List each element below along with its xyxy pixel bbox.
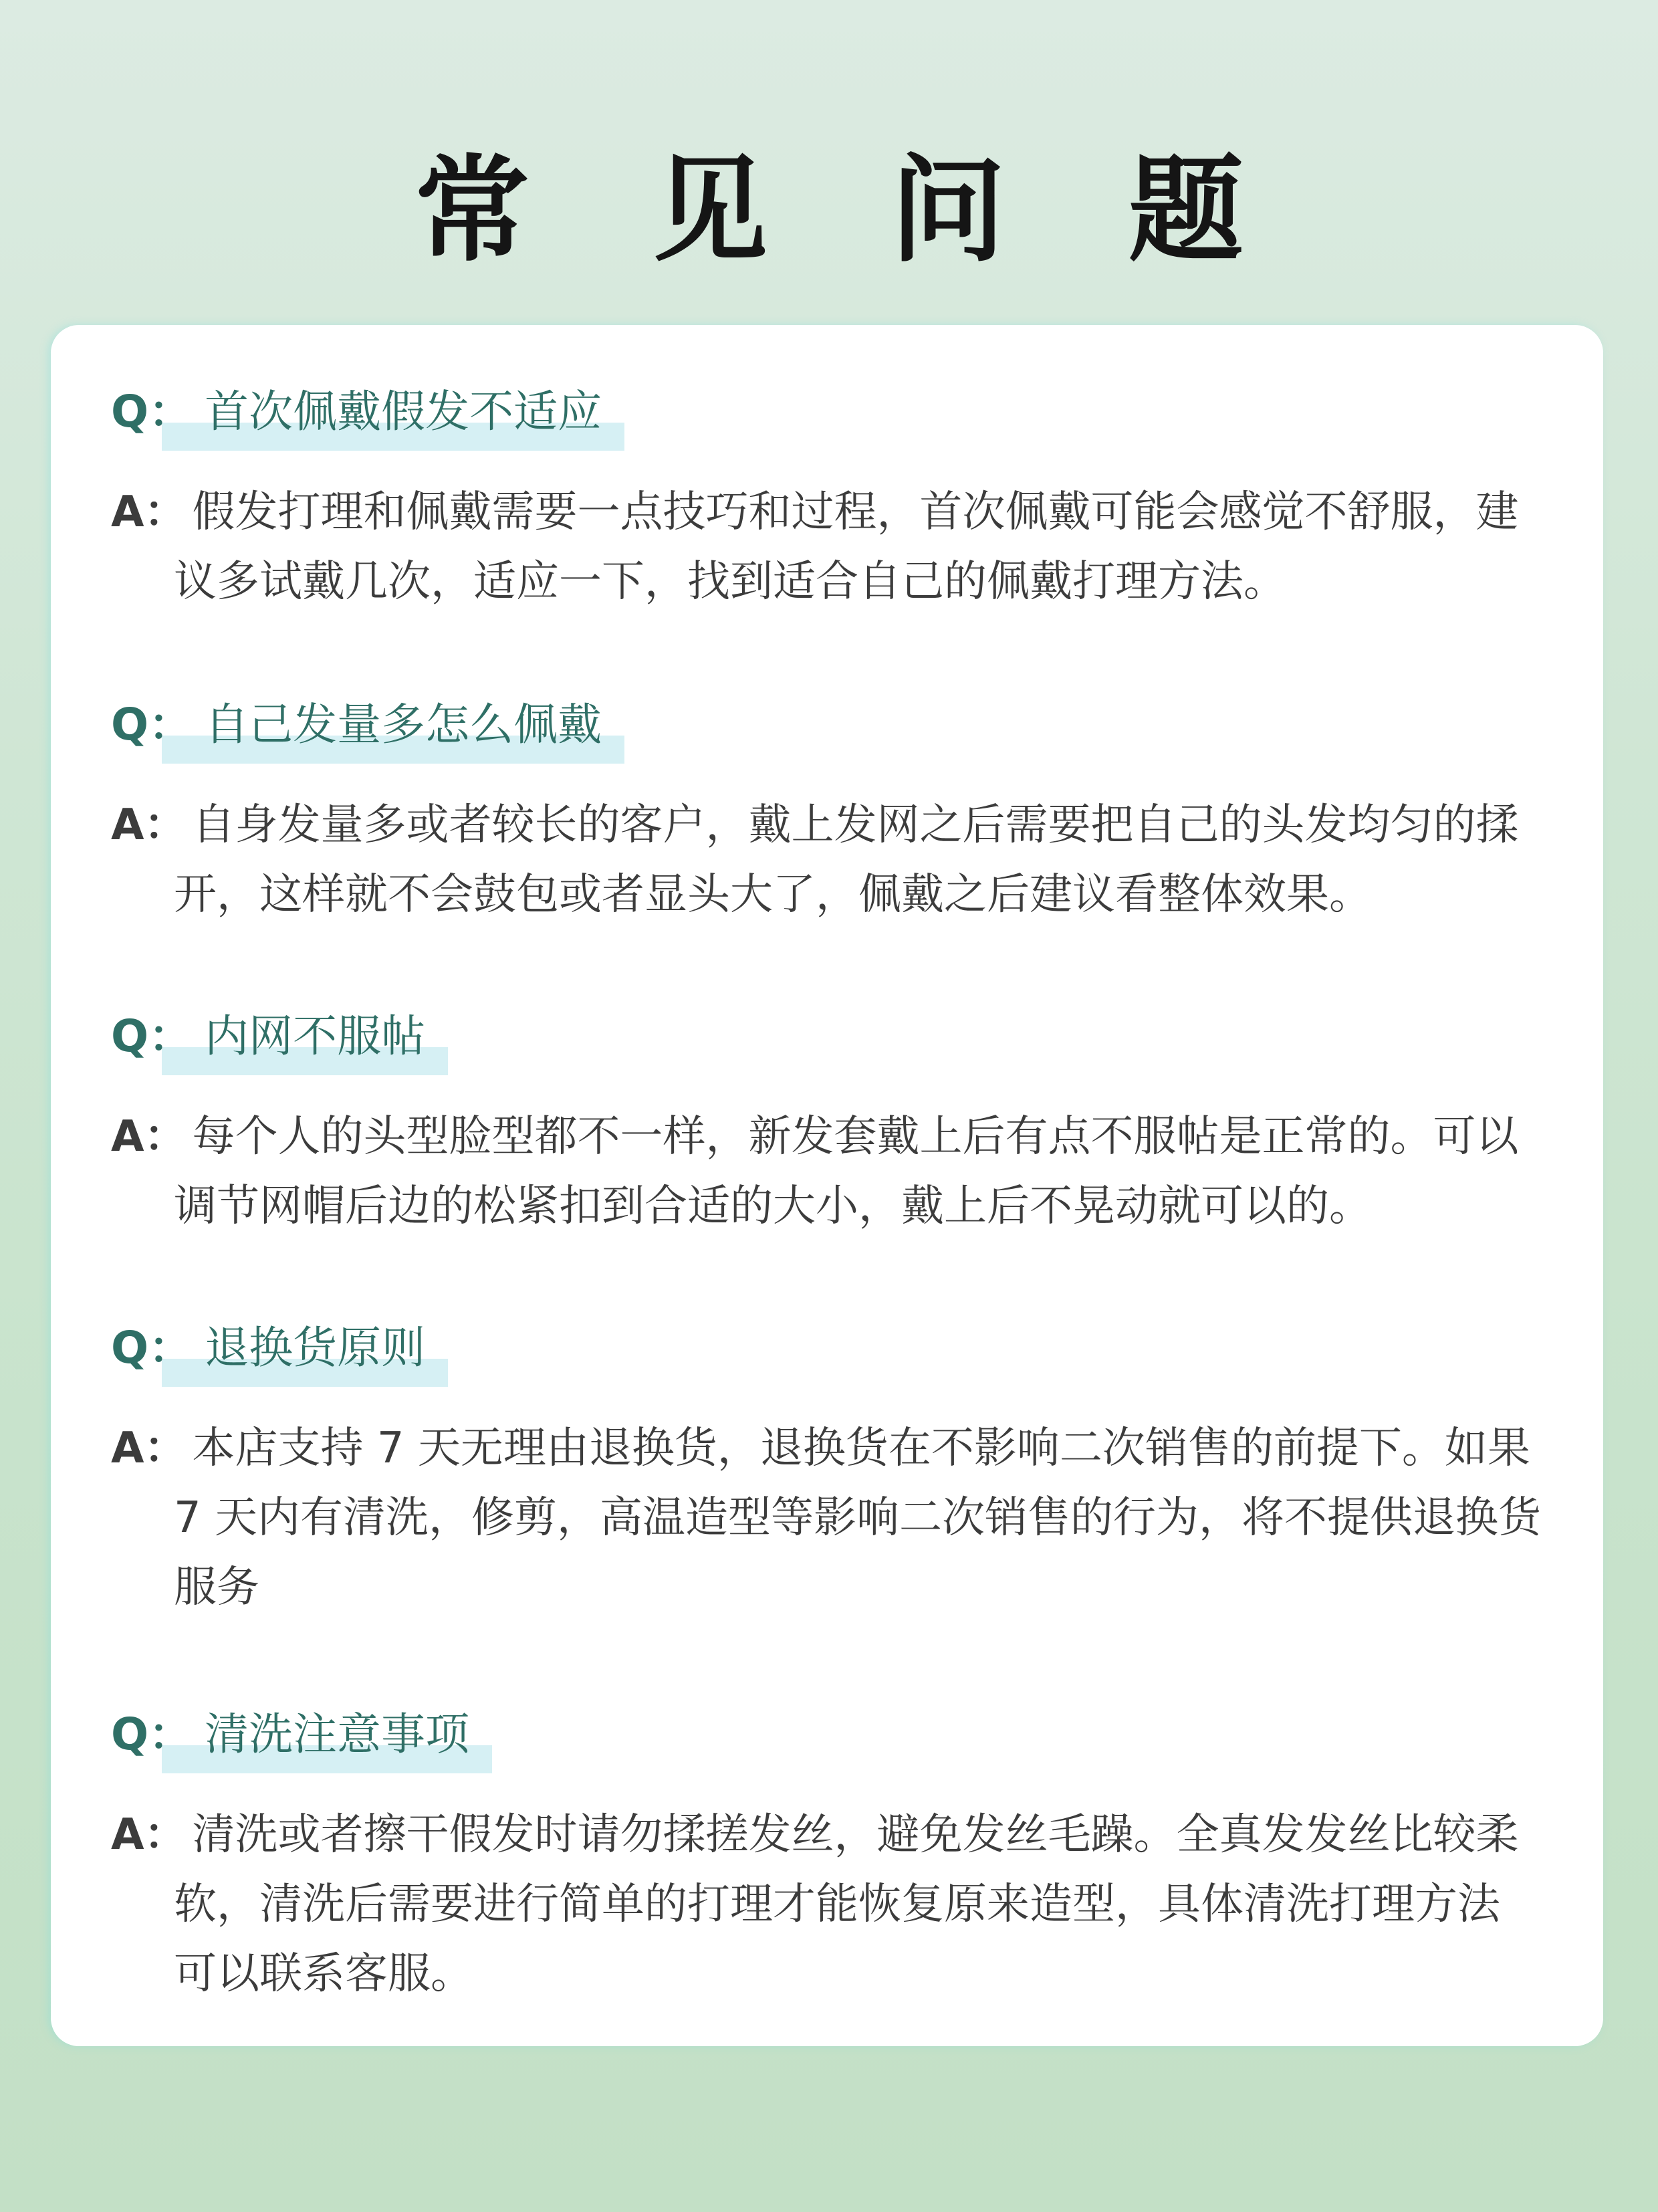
faq-item xyxy=(111,691,1542,929)
q-mark: Q： xyxy=(111,1708,193,1760)
faq-question xyxy=(111,1315,448,1387)
q-mark: Q： xyxy=(111,386,193,437)
faq-question xyxy=(111,1701,492,1773)
question-label: 内网不服帖 xyxy=(205,1010,426,1062)
answer-text: 假发打理和佩戴需要一点技巧和过程，首次佩戴可能会感觉不舒服，建议多试戴几次，适应一下，找到适合自己的佩戴打理方法。 xyxy=(174,487,1519,606)
faq-answer xyxy=(111,790,1542,929)
question-label: 自己发量多怎么佩戴 xyxy=(205,699,602,750)
q-mark: Q： xyxy=(111,699,193,750)
faq-answer xyxy=(111,477,1542,617)
faq-question-text xyxy=(111,699,602,750)
faq-answer xyxy=(111,1800,1542,2009)
a-mark: A： xyxy=(111,487,187,537)
a-mark: A： xyxy=(111,1424,187,1473)
answer-text: 每个人的头型脸型都不一样，新发套戴上后有点不服帖是正常的。可以调节网帽后边的松紧扣到合适的大小，戴上后不晃动就可以的。 xyxy=(174,1112,1519,1231)
faq-question-text xyxy=(111,386,602,437)
faq-item xyxy=(111,1315,1542,1622)
faq-question-text xyxy=(111,1708,470,1760)
question-label: 退换货原则 xyxy=(205,1322,426,1373)
answer-text: 自身发量多或者较长的客户，戴上发网之后需要把自己的头发均匀的揉开，这样就不会鼓包或者显头大了，佩戴之后建议看整体效果。 xyxy=(174,800,1519,919)
answer-text: 清洗或者擦干假发时请勿揉搓发丝，避免发丝毛躁。全真发发丝比较柔软，清洗后需要进行简单的打理才能恢复原来造型，具体清洗打理方法可以联系客服。 xyxy=(174,1810,1519,1999)
faq-item xyxy=(111,378,1542,617)
answer-text: 本店支持 7 天无理由退换货，退换货在不影响二次销售的前提下。如果 7 天内有清洗，修剪，高温造型等影响二次销售的行为，将不提供退换货服务 xyxy=(174,1424,1542,1612)
a-mark: A： xyxy=(111,1112,187,1162)
faq-item xyxy=(111,1701,1542,2009)
faq-item xyxy=(111,1003,1542,1241)
faq-answer xyxy=(111,1102,1542,1241)
faq-question xyxy=(111,378,624,451)
page-title: 常 见 问 题 xyxy=(414,143,1285,278)
faq-question xyxy=(111,691,624,764)
a-mark: A： xyxy=(111,800,187,850)
q-mark: Q： xyxy=(111,1010,193,1062)
q-mark: Q： xyxy=(111,1322,193,1373)
a-mark: A： xyxy=(111,1810,187,1860)
faq-question-text xyxy=(111,1010,426,1062)
question-label: 首次佩戴假发不适应 xyxy=(205,386,602,437)
question-label: 清洗注意事项 xyxy=(205,1708,470,1760)
faq-question xyxy=(111,1003,448,1075)
faq-answer xyxy=(111,1414,1542,1622)
faq-question-text xyxy=(111,1322,426,1373)
